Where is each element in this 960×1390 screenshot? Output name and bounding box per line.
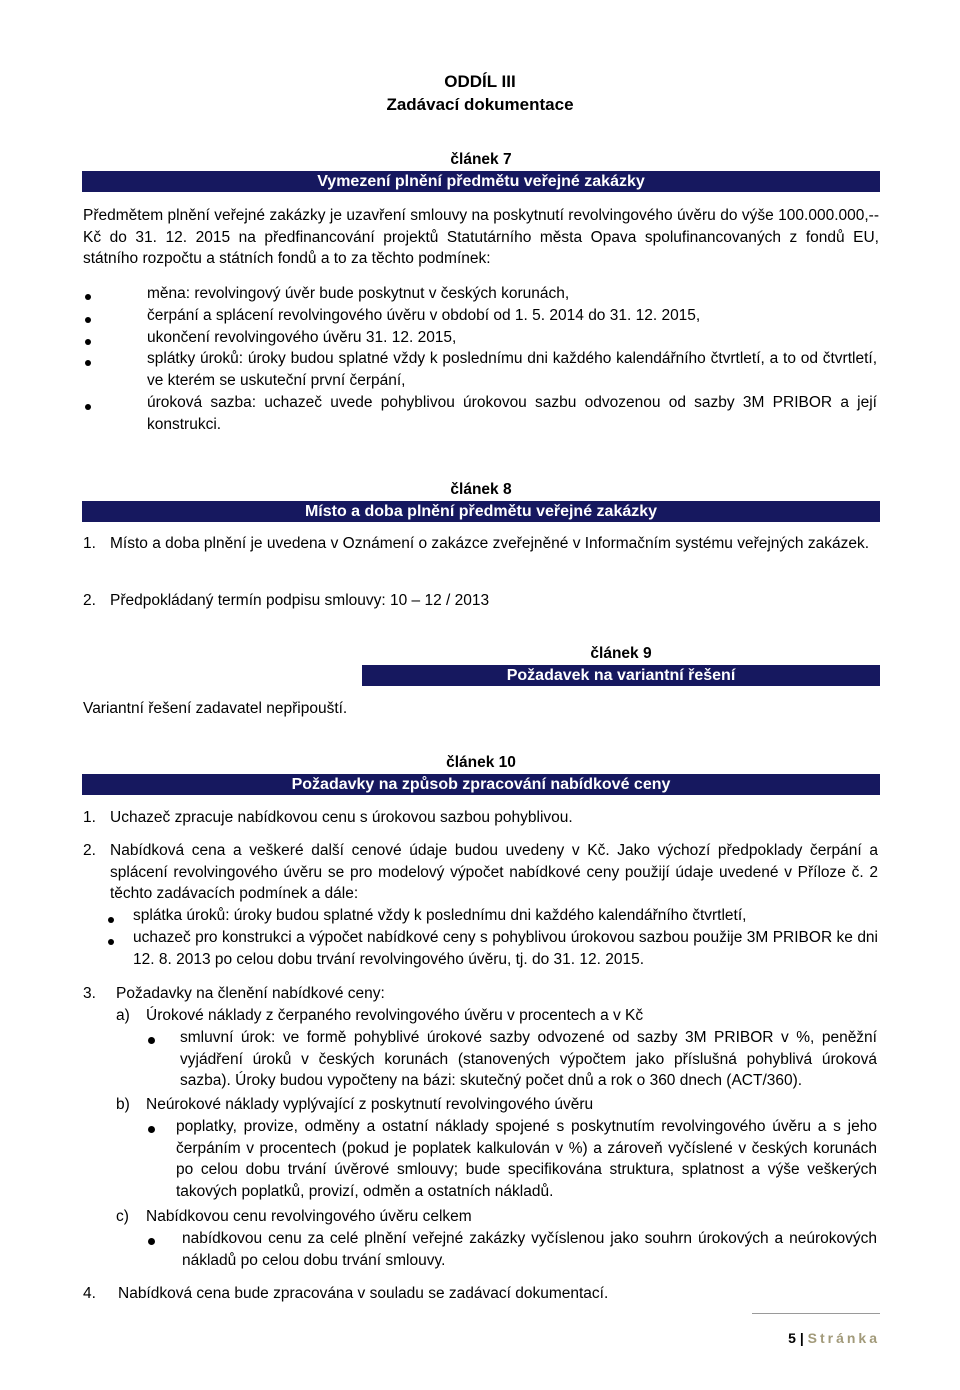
article-8-p1: Místo a doba plnění je uvedena v Oznámení o zakázce zveřejněné v Informačním systému veřejných zakázek. — [110, 535, 870, 552]
article-10-p3: Požadavky na členění nabídkové ceny: — [116, 985, 385, 1002]
bullet-icon — [148, 1126, 155, 1133]
bullet-icon — [85, 294, 91, 300]
article-10-p4: Nabídková cena bude zpracována v souladu se zadávací dokumentací. — [118, 1285, 609, 1302]
bullet-icon — [85, 404, 91, 410]
article-8-p2-number: 2. — [83, 592, 96, 609]
article-10-sub-b-item: poplatky, provize, odměny a ostatní náklady spojené s poskytnutím revolvingového úvěru a s jeho čerpáním v procentech (pokud je poplatek kalkulován v %) a zároveň vyčíslené v českých korunách po celou dobu trvání úvěrové smlouvy; bude specifikována struktura, splatnost a výše veškerých takových poplatků, provizí, odměn a ostatních nákladů. — [176, 1118, 877, 1200]
bullet-icon — [85, 360, 91, 366]
footer-separator: | — [799, 1330, 804, 1346]
article-7-item-2: čerpání a splácení revolvingového úvěru v období od 1. 5. 2014 do 31. 12. 2015, — [147, 307, 701, 324]
article-10-p2-number: 2. — [83, 842, 96, 859]
article-10-sub-b: Neúrokové náklady vyplývající z poskytnutí revolvingového úvěru — [146, 1096, 594, 1113]
section-title: ODDÍL III — [444, 72, 516, 91]
article-7-number: článek 7 — [450, 151, 512, 168]
article-10-p2-item-2: uchazeč pro konstrukci a výpočet nabídkové ceny s pohyblivou úrokovou sazbou použije 3M PRIBOR ke dni 12. 8. 2013 po celou dobu trvání revolvingového úvěru, tj. do 31. 12. 2015. — [133, 929, 878, 968]
article-10-p2: Nabídková cena a veškeré další cenové údaje budou uvedeny v Kč. Jako výchozí předpoklady čerpání a splácení revolvingového úvěru se pro modelový výpočet nabídkové ceny použijí údaje uvedené v Příloze č. 2 těchto zadávacích podmínek a dále: — [110, 842, 878, 902]
article-10-p1: Uchazeč zpracuje nabídkovou cenu s úrokovou sazbou pohyblivou. — [110, 809, 573, 826]
article-10-sub-c-item: nabídkovou cenu za celé plnění veřejné zakázky vyčíslenou jako souhrn úrokových a neúrokových nákladů po celou dobu trvání smlouvy. — [182, 1230, 877, 1269]
article-10-number: článek 10 — [446, 754, 516, 771]
article-10-p3-number: 3. — [83, 985, 96, 1002]
article-8-title-bar: Místo a doba plnění předmětu veřejné zakázky — [82, 501, 880, 522]
article-10-p4-number: 4. — [83, 1285, 96, 1302]
bullet-icon — [108, 939, 114, 945]
article-7-item-1: měna: revolvingový úvěr bude poskytnut v českých korunách, — [147, 285, 570, 302]
page-footer — [700, 1328, 880, 1350]
article-10-sub-a-label: a) — [116, 1007, 130, 1024]
article-8-p2: Předpokládaný termín podpisu smlouvy: 10 – 12 / 2013 — [110, 592, 490, 609]
article-9-title-bar: Požadavek na variantní řešení — [362, 665, 880, 686]
article-10-sub-c: Nabídkovou cenu revolvingového úvěru celkem — [146, 1208, 472, 1225]
article-8-p1-number: 1. — [83, 535, 96, 552]
footer-page-word: Stránka — [807, 1330, 880, 1346]
footer-divider — [752, 1313, 880, 1314]
bullet-icon — [148, 1238, 155, 1245]
article-10-sub-a: Úrokové náklady z čerpaného revolvingového úvěru v procentech a v Kč — [146, 1007, 644, 1024]
section-subtitle: Zadávací dokumentace — [386, 95, 574, 114]
article-7-item-3: ukončení revolvingového úvěru 31. 12. 2015, — [147, 329, 457, 346]
bullet-icon — [148, 1037, 155, 1044]
page-number: 5 — [788, 1330, 796, 1346]
article-10-title-bar: Požadavky na způsob zpracování nabídkové ceny — [82, 774, 880, 795]
article-10-sub-c-label: c) — [116, 1208, 129, 1225]
article-9-number: článek 9 — [590, 645, 652, 662]
article-7-intro: Předmětem plnění veřejné zakázky je uzavření smlouvy na poskytnutí revolvingového úvěru do výše 100.000.000,-- Kč do 31. 12. 2015 na předfinancování projektů Statutárního města Opava spolufinancovaných z fondů EU, státního rozpočtu a státních fondů a to za těchto podmínek: — [83, 207, 879, 267]
article-10-sub-a-item: smluvní úrok: ve formě pohyblivé úrokové sazby odvozené od sazby 3M PRIBOR v %, peněžní vyjádření úroků v českých korunách (stanovených výpočtem jako příslušná pohyblivá úroková sazba). Úroky budou vypočteny na bázi: skutečný počet dnů a rok o 360 dnech (ACT/360). — [180, 1029, 877, 1089]
article-10-p1-number: 1. — [83, 809, 96, 826]
article-8-number: článek 8 — [450, 481, 512, 498]
article-7-title-bar: Vymezení plnění předmětu veřejné zakázky — [82, 171, 880, 192]
article-7-item-4: splátky úroků: úroky budou splatné vždy k poslednímu dni každého kalendářního čtvrtletí, a to od čtvrtletí, ve kterém se uskuteční první čerpání, — [147, 350, 877, 389]
article-9-text: Variantní řešení zadavatel nepřipouští. — [83, 700, 348, 717]
article-10-p2-item-1: splátka úroků: úroky budou splatné vždy k poslednímu dni každého kalendářního čtvrtletí, — [133, 907, 747, 924]
article-10-sub-b-label: b) — [116, 1096, 130, 1113]
bullet-icon — [85, 317, 91, 323]
article-7-item-5: úroková sazba: uchazeč uvede pohyblivou úrokovou sazbu odvozenou od sazby 3M PRIBOR a její konstrukci. — [147, 394, 877, 433]
bullet-icon — [85, 339, 91, 345]
bullet-icon — [108, 917, 114, 923]
